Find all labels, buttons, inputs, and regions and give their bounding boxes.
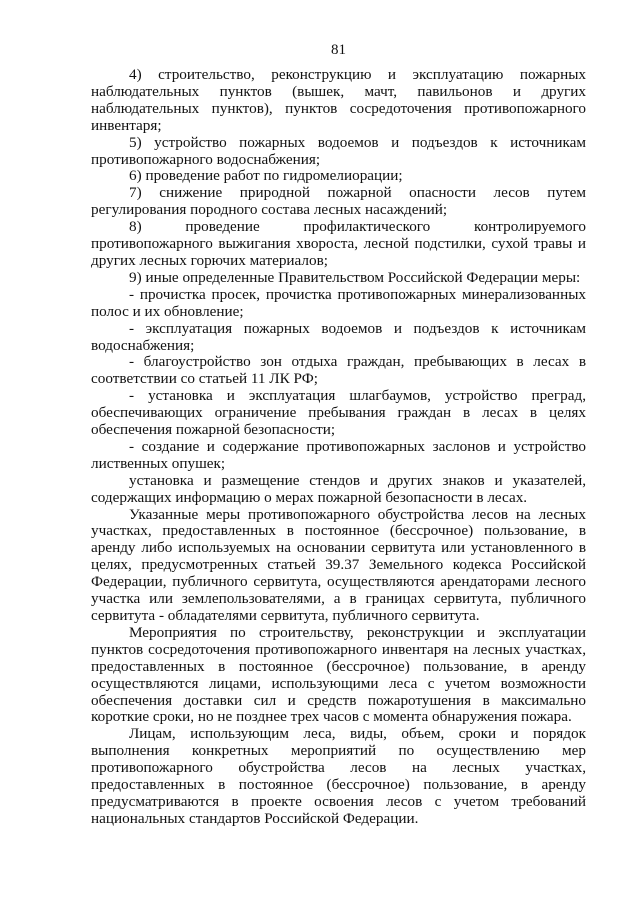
list-item-shlagbaumy: - установка и эксплуатация шлагбаумов, устройство преград, обеспечивающих ограничение пребывания граждан в лесах в целях обеспечения пожарной безопасности; — [91, 387, 586, 439]
paragraph-item-4: 4) строительство, реконструкцию и эксплуатацию пожарных наблюдательных пунктов (вышек, мачт, павильонов и других наблюдательных пунктов), пунктов сосредоточения противопожарного инвентаря; — [91, 66, 586, 134]
paragraph-litsam: Лицам, использующим леса, виды, объем, сроки и порядок выполнения конкретных мероприятий по осуществлению мер противопожарного обустройства лесов на лесных участках, предоставленных в постоянное (бессрочное) пользование, в аренду предусматриваются в проекте освоения лесов с учетом требований национальных стандартов Российской Федерации. — [91, 725, 586, 827]
list-item-zony-otdykha: - благоустройство зон отдыха граждан, пребывающих в лесах в соответствии со статьей 11 ЛК РФ; — [91, 353, 586, 388]
paragraph-ukazannye-mery: Указанные меры противопожарного обустройства лесов на лесных участках, предоставленных в постоянное (бессрочное) пользование, в аренду либо используемых на основании сервитута или установленного в целях, предусмотренных статьей 39.37 Земельного кодекса Российской Федерации, публичного сервитута, осуществляются арендаторами лесного участка или землепользователями, а в границах сервитута, публичного сервитута - обладателями сервитута, публичного сервитута. — [91, 505, 586, 624]
page-number: 81 — [331, 42, 346, 58]
paragraph-item-5: 5) устройство пожарных водоемов и подъездов к источникам противопожарного водоснабжения; — [91, 133, 586, 168]
document-page — [91, 0, 586, 905]
list-item-prosek: - прочистка просек, прочистка противопожарных минерализованных полос и их обновление; — [91, 285, 586, 320]
paragraph-meropriyatiya: Мероприятия по строительству, реконструкции и эксплуатации пунктов сосредоточения противопожарного инвентаря на лесных участках, предоставленных в постоянное (бессрочное) пользование, в аренду осуществляются лицами, использующими леса с учетом возможности обеспечения доставки сил и средств пожаротушения в максимально короткие сроки, но не позднее трех часов с момента обнаружения пожара. — [91, 623, 586, 726]
paragraph-item-7: 7) снижение природной пожарной опасности лесов путем регулирования породного состава лесных насаждений; — [91, 184, 586, 219]
list-item-zaslony: - создание и содержание противопожарных заслонов и устройство лиственных опушек; — [91, 437, 586, 472]
paragraph-item-8: 8) проведение профилактического контролируемого противопожарного выжигания хвороста, лесной подстилки, сухой травы и других лесных горючих материалов; — [91, 218, 586, 269]
paragraph-item-9: 9) иные определенные Правительством Российской Федерации меры: — [129, 268, 581, 286]
document-body — [91, 67, 586, 828]
list-item-stendy: установка и размещение стендов и других знаков и указателей, содержащих информацию о мерах пожарной безопасности в лесах. — [91, 471, 586, 506]
list-item-vodoemy: - эксплуатация пожарных водоемов и подъездов к источникам водоснабжения; — [91, 319, 586, 354]
paragraph-item-6: 6) проведение работ по гидромелиорации; — [129, 167, 403, 185]
